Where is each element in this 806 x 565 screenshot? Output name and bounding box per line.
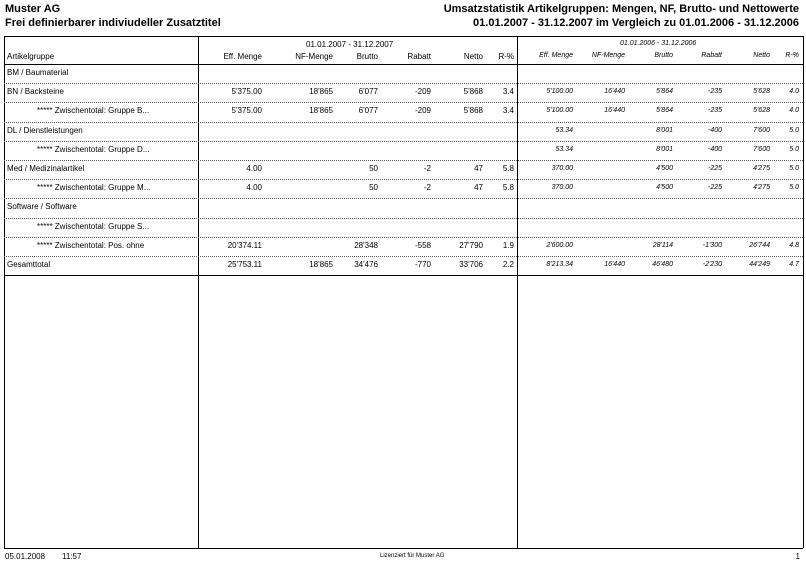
compare-column-header-brutto: Brutto — [654, 52, 673, 59]
footer-page-number: 1 — [795, 552, 800, 561]
cell-current-rabatt: -558 — [414, 240, 431, 250]
cell-compare-brutto: 5'864 — [656, 88, 673, 96]
cell-current-nf: 18'865 — [309, 260, 333, 269]
column-header-brutto: Brutto — [356, 52, 378, 61]
row-separator — [4, 275, 803, 276]
cell-current-rabatt: -770 — [414, 260, 431, 269]
column-header-eff: Eff. Menge — [223, 52, 262, 61]
cell-compare-rp: 5.0 — [789, 145, 799, 153]
cell-compare-brutto: 4'500 — [656, 165, 673, 172]
cell-current-brutto: 6'077 — [358, 106, 378, 116]
cell-compare-rabatt: -1'300 — [702, 241, 722, 249]
cell-compare-eff: 8'213.34 — [546, 261, 573, 268]
cell-compare-brutto: 4'500 — [656, 184, 673, 192]
cell-compare-eff: 370.00 — [551, 184, 573, 192]
table-header-border — [4, 64, 803, 65]
compare-column-header-rp: R-% — [785, 52, 799, 59]
cell-compare-netto: 44'249 — [749, 261, 770, 268]
cell-current-netto: 5'868 — [463, 106, 483, 116]
cell-compare-netto: 7'600 — [753, 145, 770, 153]
cell-current-rabatt: -209 — [414, 106, 431, 116]
company-name: Muster AG — [5, 3, 61, 15]
row-label: ***** Zwischentotal: Gruppe S... — [37, 221, 150, 231]
cell-compare-rabatt: -235 — [707, 107, 722, 115]
cell-compare-brutto: 28'114 — [652, 241, 673, 249]
cell-compare-netto: 5'628 — [753, 107, 770, 115]
cell-compare-netto: 26'744 — [749, 241, 770, 249]
compare-column-header-netto: Netto — [753, 52, 770, 59]
table-right-border — [803, 36, 804, 548]
cell-compare-eff: 5'100.00 — [546, 88, 573, 96]
row-separator — [4, 102, 803, 103]
cell-compare-netto: 5'628 — [753, 88, 770, 96]
row-separator — [4, 198, 803, 199]
cell-compare-brutto: 8'001 — [656, 126, 673, 134]
cell-compare-nf: 16'440 — [604, 107, 625, 115]
footer-time: 11:57 — [62, 552, 82, 561]
row-label: ***** Zwischentotal: Pos. ohne — [37, 240, 145, 250]
row-separator — [4, 122, 803, 123]
cell-current-eff: 20'374.11 — [227, 240, 262, 250]
cell-compare-rp: 5.0 — [789, 126, 799, 134]
row-separator — [4, 141, 803, 142]
cell-current-netto: 47 — [474, 183, 483, 193]
cell-compare-brutto: 5'864 — [656, 107, 673, 115]
cell-compare-eff: 5'100.00 — [546, 107, 573, 115]
period-divider — [517, 36, 518, 548]
compare-column-header-rabatt: Rabatt — [701, 52, 722, 59]
cell-compare-rabatt: -225 — [707, 184, 722, 192]
cell-current-rp: 5.8 — [502, 183, 514, 193]
cell-current-eff: 4.00 — [246, 164, 262, 173]
cell-compare-brutto: 46'480 — [652, 261, 673, 268]
footer-date: 05.01.2008 — [5, 552, 46, 561]
cell-compare-rp: 4.0 — [789, 88, 799, 96]
cell-compare-eff: 53.34 — [555, 126, 573, 134]
cell-compare-rp: 5.0 — [789, 165, 799, 172]
cell-compare-brutto: 8'001 — [656, 145, 673, 153]
table-top-border — [4, 36, 803, 37]
cell-compare-rabatt: -2'230 — [702, 261, 722, 268]
cell-compare-netto: 7'600 — [753, 126, 770, 134]
row-label: BM / Baumaterial — [7, 68, 69, 77]
cell-current-rabatt: -2 — [423, 183, 431, 193]
row-separator — [4, 237, 803, 238]
cell-compare-rabatt: -400 — [707, 145, 722, 153]
footer-licence: Lizenziert für Muster AG — [380, 553, 445, 559]
cell-current-rp: 3.4 — [502, 106, 514, 116]
cell-current-netto: 27'790 — [459, 240, 483, 250]
cell-current-eff: 5'375.00 — [231, 87, 262, 97]
cell-current-eff: 5'375.00 — [231, 106, 262, 116]
row-separator — [4, 179, 803, 180]
cell-current-rabatt: -209 — [414, 87, 431, 97]
cell-current-netto: 47 — [474, 164, 483, 173]
cell-compare-eff: 2'600.00 — [546, 241, 573, 249]
cell-compare-nf: 16'440 — [604, 261, 625, 268]
row-separator — [4, 218, 803, 219]
column-header-nf: NF-Menge — [295, 52, 333, 61]
cell-current-rp: 2.2 — [502, 260, 514, 269]
cell-current-nf: 18'865 — [309, 106, 333, 116]
row-separator — [4, 160, 803, 161]
group-column-divider — [198, 36, 199, 548]
cell-current-rp: 3.4 — [502, 87, 514, 97]
cell-current-rp: 1.9 — [502, 240, 514, 250]
row-separator — [4, 83, 803, 84]
row-separator — [4, 256, 803, 257]
cell-compare-rp: 4.0 — [789, 107, 799, 115]
compare-column-header-nf: NF-Menge — [591, 52, 625, 59]
column-header-rabatt: Rabatt — [407, 52, 431, 61]
cell-current-rp: 5.8 — [502, 164, 514, 173]
column-header-group: Artikelgruppe — [7, 52, 55, 61]
cell-compare-eff: 370.00 — [551, 165, 573, 172]
cell-compare-netto: 4'275 — [753, 165, 770, 172]
compare-column-header-eff: Eff. Menge — [539, 52, 573, 59]
cell-current-eff: 4.00 — [246, 183, 262, 193]
row-label: ***** Zwischentotal: Gruppe M... — [37, 183, 151, 193]
cell-compare-rp: 4.8 — [789, 241, 799, 249]
column-header-netto: Netto — [463, 52, 483, 61]
row-label: ***** Zwischentotal: Gruppe D... — [37, 144, 150, 154]
cell-current-brutto: 50 — [369, 183, 378, 193]
cell-compare-rabatt: -400 — [707, 126, 722, 134]
cell-current-netto: 33'706 — [459, 260, 483, 269]
report-subtitle: Frei definierbarer indiviudeller Zusatztitel — [5, 17, 221, 29]
cell-current-rabatt: -2 — [423, 164, 431, 173]
cell-current-eff: 25'753.11 — [227, 260, 262, 269]
row-label: Software / Software — [7, 202, 77, 212]
cell-current-netto: 5'868 — [463, 87, 483, 97]
cell-compare-rp: 4.7 — [789, 261, 799, 268]
cell-current-brutto: 28'348 — [354, 240, 378, 250]
report-title: Umsatzstatistik Artikelgruppen: Mengen, NF, Brutto- und Nettowerte — [443, 3, 799, 15]
table-bottom-border — [4, 548, 803, 549]
row-label: Gesamttotal — [7, 260, 51, 269]
row-label: Med / Medizinalartikel — [7, 164, 85, 173]
cell-current-brutto: 6'077 — [358, 87, 378, 97]
cell-compare-rabatt: -235 — [707, 88, 722, 96]
cell-compare-netto: 4'275 — [753, 184, 770, 192]
row-label: BN / Backsteine — [7, 87, 64, 97]
current-period-header: 01.01.2007 - 31.12.2007 — [306, 40, 394, 49]
cell-compare-rp: 5.0 — [789, 184, 799, 192]
cell-compare-eff: 53.34 — [555, 145, 573, 153]
cell-current-brutto: 34'476 — [354, 260, 378, 269]
report-period: 01.01.2007 - 31.12.2007 im Vergleich zu 01.01.2006 - 31.12.2006 — [473, 17, 799, 29]
row-label: DL / Dienstleistungen — [7, 125, 83, 135]
cell-current-brutto: 50 — [369, 164, 378, 173]
row-label: ***** Zwischentotal: Gruppe B... — [37, 106, 150, 116]
table-left-border — [4, 36, 5, 548]
cell-compare-rabatt: -225 — [707, 165, 722, 172]
column-header-rp: R-% — [498, 52, 514, 61]
cell-current-nf: 18'865 — [309, 87, 333, 97]
cell-compare-nf: 16'440 — [604, 88, 625, 96]
compare-period-header: 01.01.2006 - 31.12.2006 — [620, 40, 697, 47]
